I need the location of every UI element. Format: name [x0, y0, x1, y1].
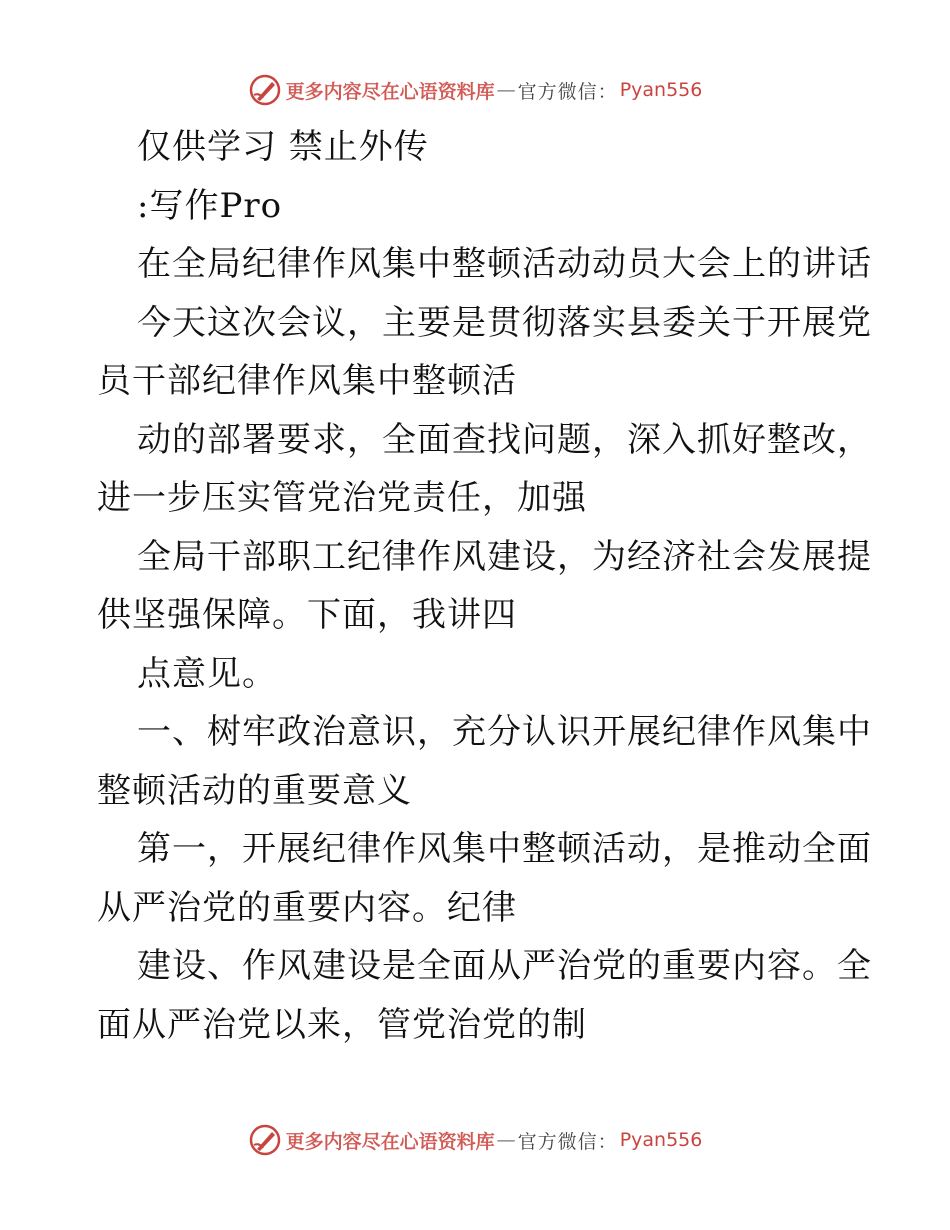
paragraph-line: 动的部署要求，全面查找问题，深入抓好整改，	[137, 419, 872, 460]
notice-line: 仅供学习 禁止外传	[137, 127, 429, 167]
banner-wechat-label: 官方微信：	[517, 80, 618, 103]
section-heading: 一、树牢政治意识，充分认识开展纪律作风集中	[137, 712, 872, 752]
section-heading-continued: 整顿活动的重要意义	[97, 770, 412, 811]
paragraph-line: 点意见。	[137, 653, 277, 694]
footer-banner	[0, 1120, 950, 1160]
banner-main-text: 更多内容尽在心语资料库	[285, 1130, 495, 1153]
paragraph-line: 进一步压实管党治党责任，加强	[97, 478, 587, 518]
paragraph-line: 建设、作风建设是全面从严治党的重要内容。全	[137, 946, 872, 986]
paragraph-line: 面从严治党以来，管党治党的制	[97, 1004, 587, 1045]
header-banner	[0, 70, 950, 110]
paragraph-line: 全局干部职工纪律作风建设，为经济社会发展提	[137, 536, 872, 577]
document-body	[97, 118, 872, 1054]
quill-pen-logo-icon	[248, 73, 282, 107]
paragraph-line: 第一，开展纪律作风集中整顿活动，是推动全面	[137, 829, 872, 869]
banner-dash: —	[496, 79, 516, 101]
quill-pen-logo-icon	[248, 1123, 282, 1157]
paragraph-line: 从严治党的重要内容。纪律	[97, 887, 517, 928]
banner-wechat-id: Pyan556	[619, 1129, 703, 1151]
document-title: 在全局纪律作风集中整顿活动动员大会上的讲话	[137, 244, 872, 284]
banner-wechat-label: 官方微信：	[517, 1130, 618, 1153]
banner-wechat-id: Pyan556	[619, 79, 703, 101]
banner-dash: —	[496, 1129, 516, 1151]
paragraph-line: 供坚强保障。下面，我讲四	[97, 595, 517, 635]
banner-main-text: 更多内容尽在心语资料库	[285, 80, 495, 103]
source-line: :写作Pro	[137, 185, 283, 226]
paragraph-line: 今天这次会议，主要是贯彻落实县委关于开展党	[137, 302, 872, 343]
paragraph-line: 员干部纪律作风集中整顿活	[97, 361, 517, 401]
